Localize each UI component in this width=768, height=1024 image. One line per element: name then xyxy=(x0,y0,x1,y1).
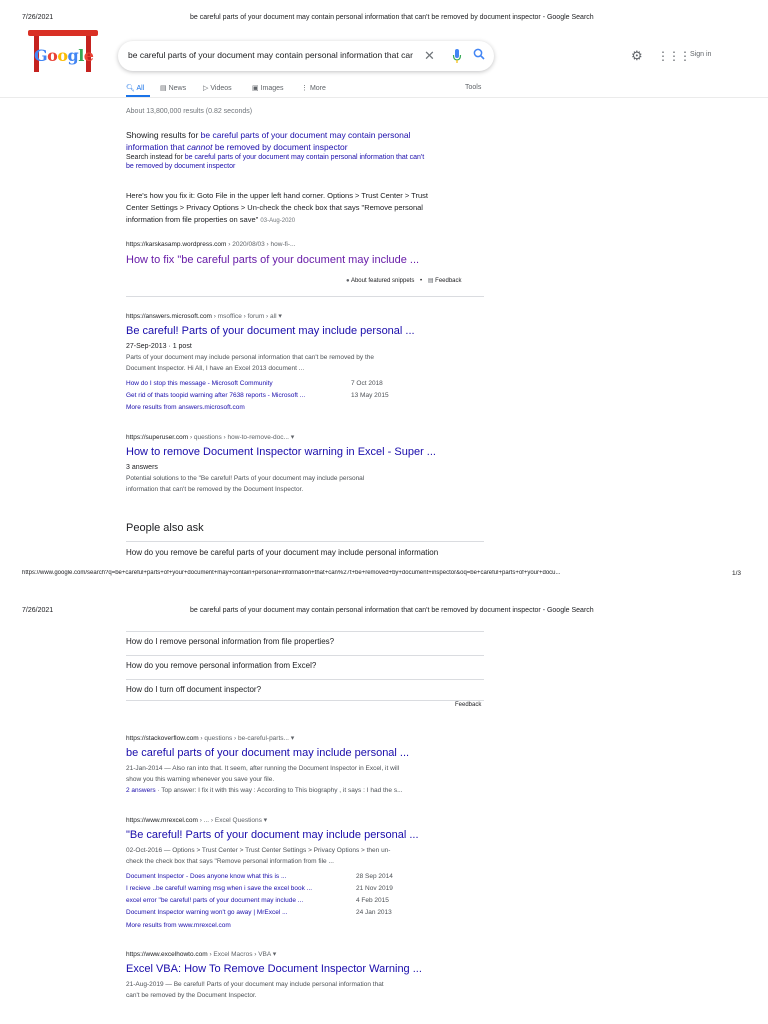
result-title-link[interactable]: be careful parts of your document may include personal ... xyxy=(126,747,410,759)
search-box xyxy=(118,41,494,71)
more-icon: ⋮ xyxy=(301,85,308,92)
gear-icon[interactable]: ⚙ xyxy=(631,48,643,63)
result-title-link[interactable]: Excel VBA: How To Remove Document Inspector Warning ... xyxy=(126,963,422,975)
print-page-number: 1/3 xyxy=(732,570,742,577)
showing-results-line: Showing results for be careful parts of your document may contain personal xyxy=(126,130,411,140)
tab-images[interactable]: ▣ Images xyxy=(252,85,284,92)
result-url[interactable]: https://superuser.com › questions › how-to-remove-doc... ▾ xyxy=(126,434,295,441)
sitelink[interactable]: How do I stop this message - Microsoft Community xyxy=(126,380,273,387)
paa-divider xyxy=(126,700,484,701)
result-meta: 27-Sep-2013 · 1 post xyxy=(126,343,192,350)
corrected-query-link-cont[interactable]: information that cannot be removed by document inspector xyxy=(126,142,348,152)
result-stats: About 13,800,000 results (0.82 seconds) xyxy=(126,108,253,115)
more-results-link[interactable]: More results from answers.microsoft.com xyxy=(126,404,245,411)
apps-grid-icon[interactable]: ⋮⋮⋮ xyxy=(657,49,690,63)
print-date: 7/26/2021 xyxy=(22,607,54,614)
header-divider xyxy=(0,97,768,98)
result-snippet: 21-Aug-2019 — Be careful! Parts of your document may include personal information that can't be removed by the Document Inspector. xyxy=(126,981,384,999)
result-title-link[interactable]: "Be careful! Parts of your document may include personal ... xyxy=(126,829,419,841)
print-title: be careful parts of your document may contain personal information that can't be removed by document inspector - Google Search xyxy=(190,607,594,614)
chevron-down-icon[interactable]: ▾ xyxy=(263,817,268,824)
chevron-down-icon[interactable]: ▾ xyxy=(290,735,295,742)
result-url[interactable]: https://www.mrexcel.com › ... › Excel Questions ▾ xyxy=(126,817,268,824)
featured-text-1: Here's how you fix it: Goto File in the upper left hand corner. Options > Trust Center > Trust xyxy=(126,191,428,200)
sitelink[interactable]: Document Inspector - Does anyone know what this is ... xyxy=(126,873,287,880)
paa-divider xyxy=(126,631,484,632)
paa-question[interactable]: How do I turn off document inspector? xyxy=(126,685,262,694)
result-title-link[interactable]: Be careful! Parts of your document may include personal ... xyxy=(126,325,415,337)
feedback-icon: ▤ xyxy=(427,278,434,284)
chevron-down-icon[interactable]: ▾ xyxy=(278,313,282,320)
chevron-down-icon[interactable]: ▾ xyxy=(272,951,277,958)
image-icon: ▣ xyxy=(252,85,259,92)
search-icon[interactable] xyxy=(473,48,485,60)
sitelink-date: 21 Nov 2019 xyxy=(356,885,393,892)
print-date: 7/26/2021 xyxy=(22,14,54,21)
original-query-link[interactable]: be careful parts of your document may contain personal information that can't xyxy=(184,154,425,161)
sitelink[interactable]: excel error "be careful! parts of your document may include ... xyxy=(126,897,304,904)
paa-heading: People also ask xyxy=(126,522,204,534)
paa-divider xyxy=(126,679,484,680)
print-title: be careful parts of your document may contain personal information that can't be removed by document inspector - Google Search xyxy=(190,14,594,21)
sitelink[interactable]: I recieve ..be careful! warning msg when i save the excel book ... xyxy=(126,885,313,892)
featured-text-3: information from file properties on save" 03-Aug-2020 xyxy=(126,215,296,224)
paa-divider xyxy=(126,655,484,656)
tab-all[interactable]: 🔍︎ All xyxy=(126,85,145,92)
result-url[interactable]: https://answers.microsoft.com › msoffice › forum › all ▾ xyxy=(126,313,282,320)
result-meta: 3 answers xyxy=(126,464,158,471)
google-logo[interactable] xyxy=(28,28,98,74)
search-input[interactable]: be careful parts of your document may contain personal information that car xyxy=(128,50,413,60)
featured-snippet xyxy=(126,190,490,227)
paa-question[interactable]: How do you remove be careful parts of your document may include personal information xyxy=(126,548,439,557)
chevron-down-icon[interactable]: ▾ xyxy=(290,434,295,441)
more-results-link[interactable]: More results from www.mrexcel.com xyxy=(126,922,231,929)
news-icon: ▤ xyxy=(160,85,167,92)
tab-videos[interactable]: ▷ Videos xyxy=(203,85,232,92)
paa-question[interactable]: How do I remove personal information from file properties? xyxy=(126,637,335,646)
sitelink-date: 13 May 2015 xyxy=(351,392,389,399)
video-icon: ▷ xyxy=(203,85,209,92)
result-url[interactable]: https://stackoverflow.com › questions › be-careful-parts... ▾ xyxy=(126,735,295,742)
paa-divider xyxy=(126,541,484,542)
result-url[interactable]: https://www.excelhowto.com › Excel Macros › VBA ▾ xyxy=(126,951,277,958)
featured-feedback-link[interactable]: Feedback xyxy=(435,278,462,284)
logo-text: Google xyxy=(34,46,94,65)
sitelink[interactable]: Document Inspector warning won't go away | MrExcel ... xyxy=(126,909,288,916)
featured-url[interactable]: https://karskasamp.wordpress.com › 2020/08/03 › how-fi-... xyxy=(126,241,296,248)
answers-link[interactable]: 2 answers xyxy=(126,787,156,794)
help-icon: ● xyxy=(346,278,350,284)
paa-question[interactable]: How do you remove personal information from Excel? xyxy=(126,661,317,670)
tab-news[interactable]: ▤ News xyxy=(160,85,187,92)
paa-feedback-link[interactable]: Feedback xyxy=(455,702,482,708)
close-icon[interactable]: ✕ xyxy=(424,48,435,63)
result-title-link[interactable]: How to remove Document Inspector warning in Excel - Super ... xyxy=(126,446,436,458)
mic-icon[interactable] xyxy=(452,48,462,64)
featured-footer: ● About featured snippets • ▤ Feedback xyxy=(346,278,462,284)
sitelink-date: 4 Feb 2015 xyxy=(356,897,389,904)
result-snippet: Parts of your document may include personal information that can't be removed by the Document Inspector. Hi All, I have an Excel 2013 document ... xyxy=(126,354,375,372)
result-snippet: 21-Jan-2014 — Also ran into that. It seem, after running the Document Inspector in Excel, it will show you this warning whenever you save your file. 2 answers · Top answer: I fix it with this way : According to This biography , it says : I had the s... xyxy=(126,765,403,794)
featured-text-2: Center Settings > Privacy Options > Un-check the check box that says "Remove personal xyxy=(126,203,423,212)
sitelink-date: 24 Jan 2013 xyxy=(356,909,392,916)
about-featured-link[interactable]: About featured snippets xyxy=(350,278,415,284)
original-query-link-cont[interactable]: be removed by document inspector xyxy=(126,163,236,170)
search-instead-line: Search instead for be careful parts of your document may contain personal information that can't xyxy=(126,154,425,161)
sitelink-date: 28 Sep 2014 xyxy=(356,873,393,880)
sitelink-date: 7 Oct 2018 xyxy=(351,380,383,387)
featured-title-link[interactable]: How to fix "be careful parts of your document may include ... xyxy=(126,254,420,266)
sign-in-link[interactable]: Sign in xyxy=(690,51,712,58)
tools-button[interactable]: Tools xyxy=(465,84,482,91)
sitelink[interactable]: Get rid of thats toopid warning after 7638 reports - Microsoft ... xyxy=(126,392,306,399)
result-snippet: Potential solutions to the "Be careful! Parts of your document may include personal information that can't be removed by the Document Inspector. xyxy=(126,475,365,493)
result-snippet: 02-Oct-2016 — Options > Trust Center > Trust Center Settings > Privacy Options > then un- check the check box that says "Remove personal information from file ... xyxy=(126,847,391,865)
corrected-query-link[interactable]: be careful parts of your document may contain personal xyxy=(200,130,411,140)
print-footer-url: https://www.google.com/search?q=be+careful+parts+of+your+document+may+contain+personal+information+that+can%27t+be+removed+by+document+inspector&oq=be+careful+parts+of+your+docu... xyxy=(22,570,561,576)
spelling-correction xyxy=(126,129,496,171)
search-icon: 🔍︎ xyxy=(126,85,135,92)
tab-more[interactable]: ⋮ More xyxy=(301,85,326,92)
featured-divider xyxy=(126,296,484,297)
